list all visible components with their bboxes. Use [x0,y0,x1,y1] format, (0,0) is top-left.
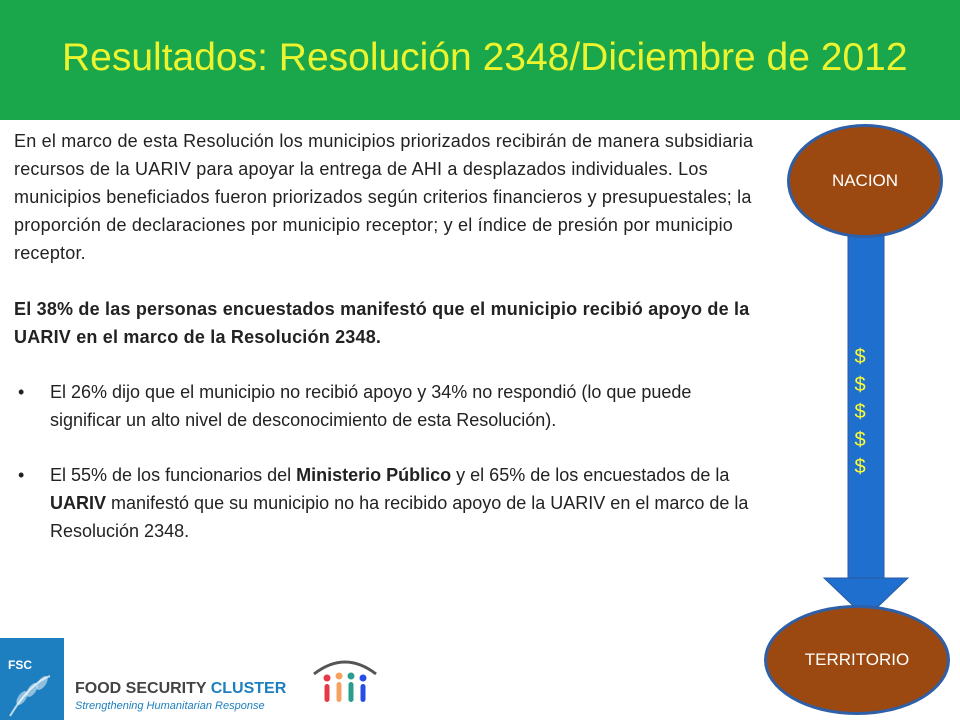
bullet-item-2 [14,461,764,545]
page-title: Resultados: Resolución 2348/Diciembre de 2012 [62,36,908,79]
title-banner [0,0,960,120]
fsc-abbr: FSC [8,658,32,672]
dollar-icon: $ [854,346,866,368]
dollar-icon: $ [854,373,866,396]
money-flow-symbols [845,344,875,482]
territorio-node: TERRITORIO [764,605,950,715]
wheat-icon [0,638,64,720]
nacion-node: NACION [787,124,943,238]
bullet-marker: • [18,382,25,402]
dollar-icon: $ [854,428,866,451]
bullet-text-1: El 26% dijo que el municipio no recibió apoyo y 34% no respondió (lo que puede significar un alto nivel de desconocimiento de esta Resolución). [50,382,692,430]
fsc-tagline: Strengthening Humanitarian Response [75,700,265,712]
dollar-icon: $ [854,401,866,423]
fsc-title: FOOD SECURITY CLUSTER [75,680,287,697]
bullet-item-1 [14,378,764,434]
fsc-emblem [0,638,64,720]
main-content [14,127,764,545]
bullet-text-2: El 55% de los funcionarios del Ministerio Público y el 65% de los encuestados de la UARIV manifestó que su municipio no ha recibido apoyo de la UARIV en el marco de la Resolución 2348. [50,465,749,541]
highlight-paragraph: El 38% de las personas encuestados manifestó que el municipio recibió apoyo de la UARIV en el marco de la Resolución 2348. [14,299,750,347]
people-logo-icon [310,652,380,710]
dollar-icon: $ [854,456,866,478]
intro-paragraph: En el marco de esta Resolución los municipios priorizados recibirán de manera subsidiaria recursos de la UARIV para apoyar la entrega de AHI a desplazados individuales. Los municipios beneficiados fueron priorizados según criterios financieros y presupuestales; la proporción de declaraciones por municipio receptor; y el índice de presión por municipio receptor. [14,131,754,263]
bullet-marker: • [18,465,25,485]
food-security-cluster-logo [0,638,287,720]
